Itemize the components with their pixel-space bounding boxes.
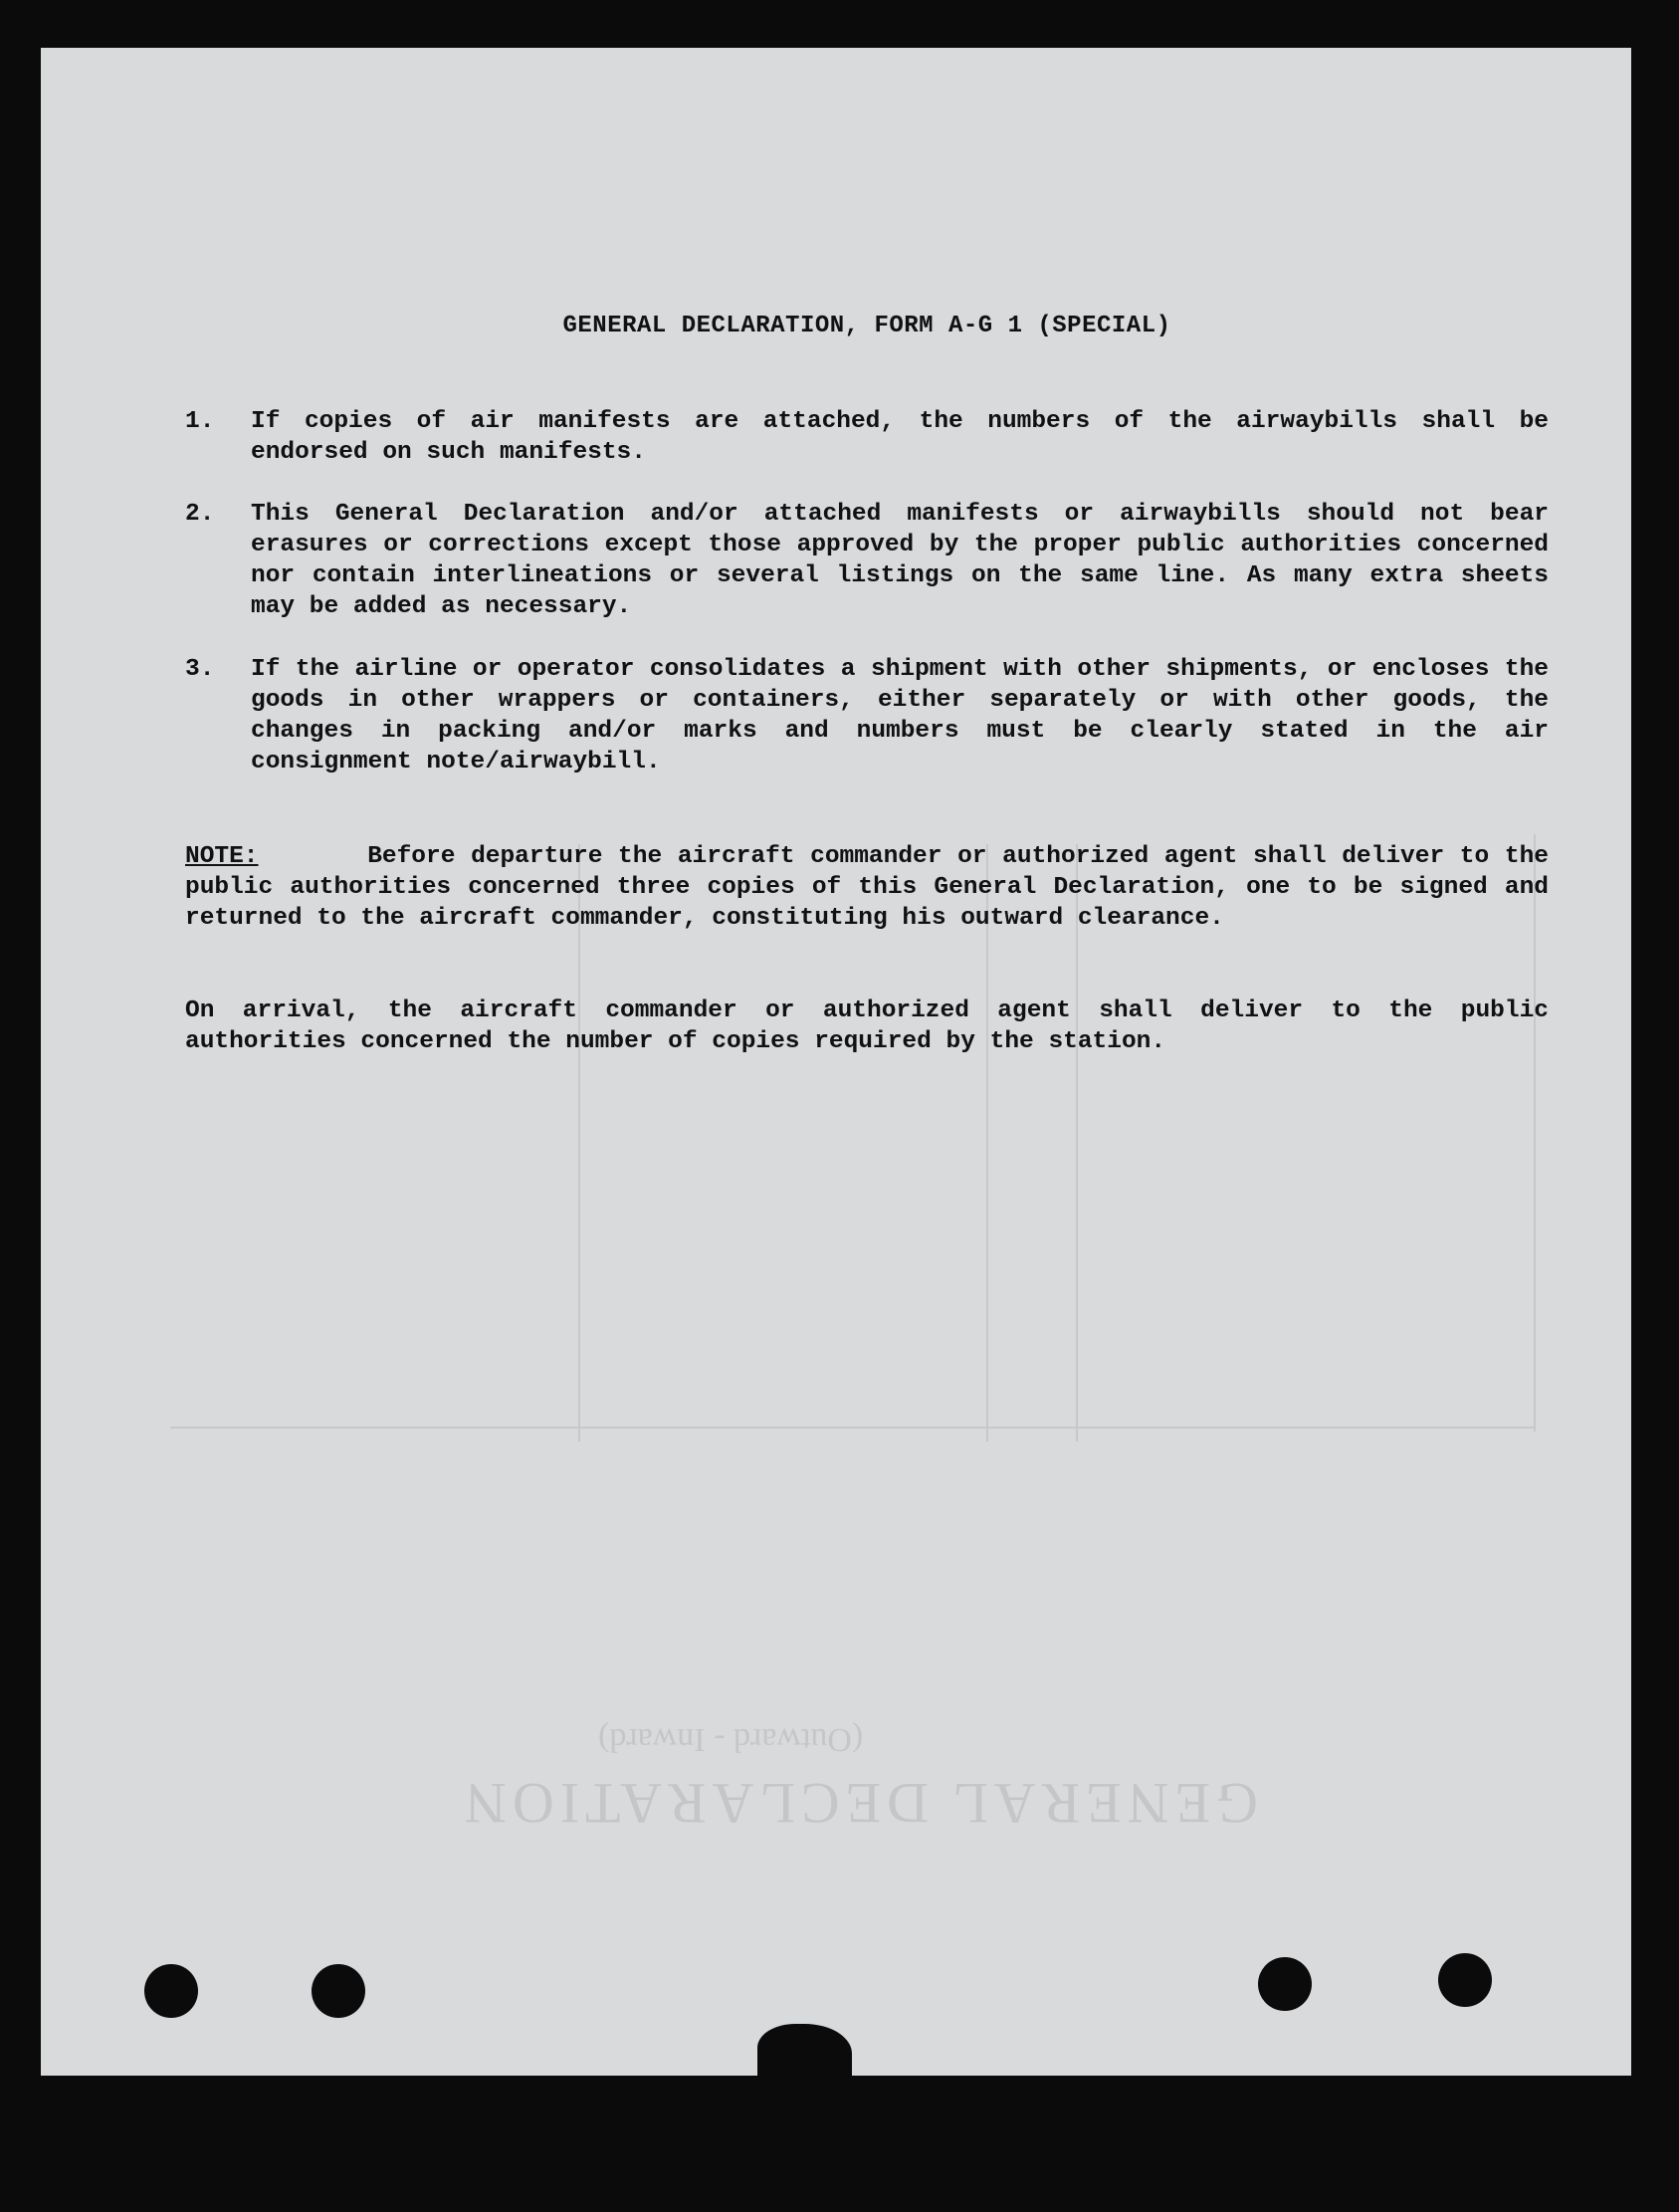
document-title: GENERAL DECLARATION, FORM A-G 1 (SPECIAL) (562, 313, 1171, 339)
list-item (185, 499, 1549, 622)
bleed-through-rule (986, 844, 988, 1441)
bleed-through-title: GENERAL DECLARATION (459, 1771, 1258, 1836)
bleed-through-rule (578, 844, 580, 1441)
punch-hole (312, 1964, 365, 2018)
torn-edge (757, 2024, 852, 2076)
note-label: NOTE: (185, 843, 259, 870)
document-page (41, 48, 1631, 2076)
note-text: Before departure the aircraft commander or authorized agent shall deliver to the public authorities concerned three copies of this General Declaration, one to be signed and returned to the aircraft commander, constituting his outward clearance. (185, 843, 1549, 932)
arrival-paragraph: On arrival, the aircraft commander or authorized agent shall deliver to the public authorities concerned the number of copies required by the station. (185, 997, 1549, 1055)
item-text: If the airline or operator consolidates a shipment with other shipments, or encloses the goods in other wrappers or containers, either separately or with other goods, the changes in packing and/or marks and numbers must be clearly stated in the air consignment note/airwaybill. (251, 656, 1549, 775)
item-text: If copies of air manifests are attached, the numbers of the airwaybills shall be endorsed on such manifests. (251, 408, 1549, 466)
item-number: 2. (185, 501, 215, 528)
bleed-through-rule (1076, 844, 1078, 1441)
item-text: This General Declaration and/or attached manifests or airwaybills should not bear erasures or corrections except those approved by the proper public authorities concerned nor contain interlineations or several listings on the same line. As many extra sheets may be added as necessary. (251, 501, 1549, 620)
bleed-through-subtitle: (Outward - Inward) (598, 1721, 864, 1758)
punch-hole (1438, 1953, 1492, 2007)
punch-hole (1258, 1957, 1312, 2011)
item-number: 1. (185, 408, 215, 435)
item-number: 3. (185, 656, 215, 683)
bleed-through-rule (170, 1427, 1534, 1429)
note-paragraph (185, 841, 1549, 934)
list-item (185, 654, 1549, 777)
list-item (185, 406, 1549, 468)
punch-hole (144, 1964, 198, 2018)
